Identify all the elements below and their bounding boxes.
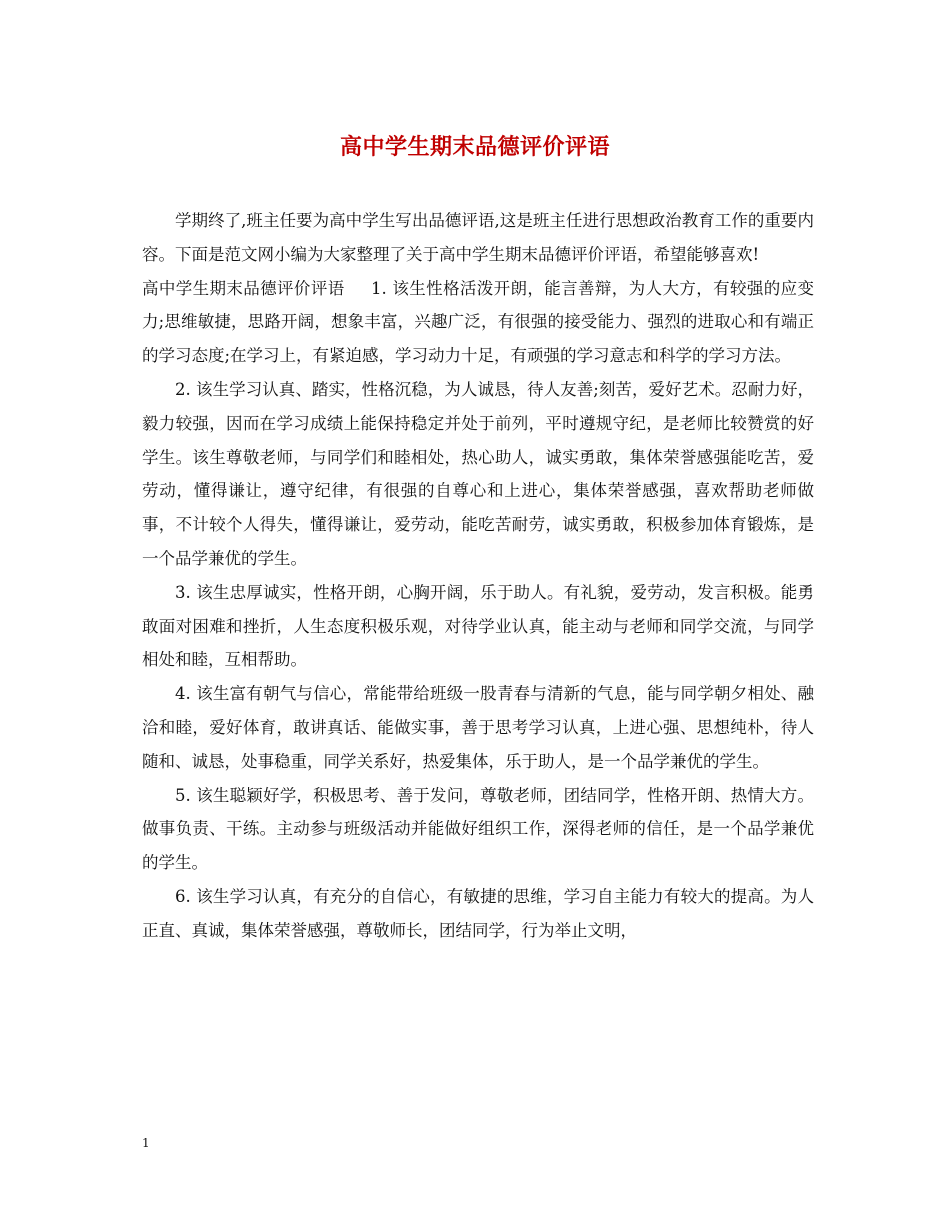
item-1-paragraph [142,272,814,373]
document-body [142,204,814,948]
item-5-paragraph: 5. 该生聪颖好学，积极思考、善于发问，尊敬老师，团结同学，性格开朗、热情大方。做事负责、干练。主动参与班级活动并能做好组织工作，深得老师的信任，是一个品学兼优的学生。 [142,785,814,873]
intro-paragraph: 学期终了,班主任要为高中学生写出品德评语,这是班主任进行思想政治教育工作的重要内容。下面是范文网小编为大家整理了关于高中学生期末品德评价评语，希望能够喜欢! [142,211,814,264]
page-number: 1 [142,1136,150,1150]
item-6-paragraph: 6. 该生学习认真，有充分的自信心，有敏捷的思维，学习自主能力有较大的提高。为人正直、真诚，集体荣誉感强，尊敬师长，团结同学，行为举止文明， [142,886,814,940]
item-1-text: 1. 该生性格活泼开朗，能言善辩，为人大方，有较强的应变力;思维敏捷，思路开阔，想象丰富，兴趣广泛，有很强的接受能力、强烈的进取心和有端正的学习态度;在学习上，有紧迫感，学习动力十足，有顽强的学习意志和科学的学习方法。 [142,278,814,366]
document-title: 高中学生期末品德评价评语 [339,134,610,160]
item-4-paragraph: 4. 该生富有朝气与信心，常能带给班级一股青春与清新的气息，能与同学朝夕相处、融洽和睦，爱好体育，敢讲真话、能做实事，善于思考学习认真，上进心强、思想纯朴，待人随和、诚恳，处事稳重，同学关系好，热爱集体，乐于助人，是一个品学兼优的学生。 [142,684,814,771]
item-2-paragraph: 2. 该生学习认真、踏实，性格沉稳，为人诚恳，待人友善;刻苦，爱好艺术。忍耐力好，毅力较强，因而在学习成绩上能保持稳定并处于前列，平时遵规守纪，是老师比较赞赏的好学生。该生尊敬老师，与同学们和睦相处，热心助人，诚实勇敢，集体荣誉感强能吃苦，爱劳动，懂得谦让，遵守纪律，有很强的自尊心和上进心，集体荣誉感强，喜欢帮助老师做事，不计较个人得失，懂得谦让，爱劳动，能吃苦耐劳，诚实勇敢，积极参加体育锻炼，是一个品学兼优的学生。 [142,379,814,568]
item-3-paragraph: 3. 该生忠厚诚实，性格开朗，心胸开阔，乐于助人。有礼貌，爱劳动，发言积极。能勇敢面对困难和挫折，人生态度积极乐观，对待学业认真，能主动与老师和同学交流，与同学相处和睦，互相帮助。 [142,582,814,670]
section-heading: 高中学生期末品德评价评语 [142,278,345,298]
